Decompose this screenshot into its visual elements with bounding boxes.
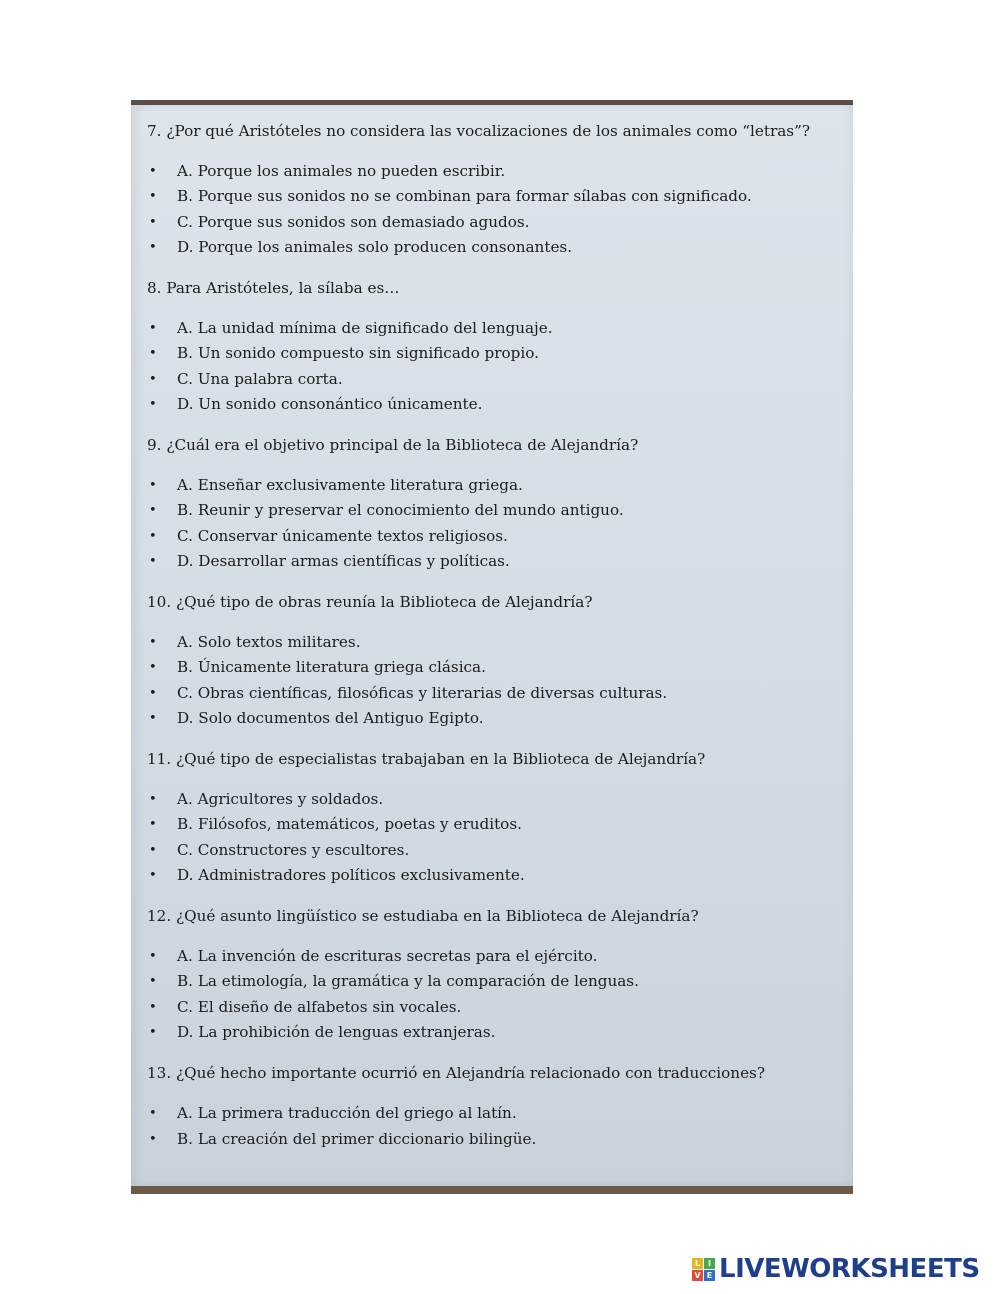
question-list <box>147 119 843 1168</box>
answer-option-text: A. Solo textos militares. <box>177 633 361 652</box>
bullet-icon: • <box>149 635 157 651</box>
answer-option <box>147 367 843 392</box>
answer-option <box>147 316 843 341</box>
bullet-icon: • <box>149 346 157 362</box>
answer-option <box>147 235 843 260</box>
answer-option <box>147 498 843 523</box>
answer-option-text: B. Porque sus sonidos no se combinan para formar sílabas con significado. <box>177 187 752 206</box>
bullet-icon: • <box>149 999 157 1015</box>
bullet-icon: • <box>149 321 157 337</box>
bullet-icon: • <box>149 528 157 544</box>
bullet-icon: • <box>149 164 157 180</box>
bullet-icon: • <box>149 189 157 205</box>
answer-option-text: C. Obras científicas, filosóficas y literarias de diversas culturas. <box>177 683 668 702</box>
answer-options <box>147 1101 843 1151</box>
answer-option <box>147 524 843 549</box>
answer-option <box>147 706 843 731</box>
liveworksheets-logo <box>692 1254 980 1284</box>
bullet-icon: • <box>149 660 157 676</box>
answer-option-text: C. Porque sus sonidos son demasiado agudos. <box>177 212 530 231</box>
answer-option-text: D. Desarrollar armas científicas y políticas. <box>177 551 510 570</box>
question-stem: 9. ¿Cuál era el objetivo principal de la Biblioteca de Alejandría? <box>147 436 639 455</box>
liveworksheets-logo-text: LIVEWORKSHEETS <box>719 1254 980 1284</box>
answer-option-text: B. Un sonido compuesto sin significado propio. <box>177 344 539 363</box>
bullet-icon: • <box>149 842 157 858</box>
bullet-icon: • <box>149 974 157 990</box>
question-12 <box>147 904 843 1045</box>
answer-option <box>147 184 843 209</box>
question-7 <box>147 119 843 260</box>
bullet-icon: • <box>149 553 157 569</box>
answer-option <box>147 341 843 366</box>
bullet-icon: • <box>149 1106 157 1122</box>
answer-option-text: C. Una palabra corta. <box>177 369 343 388</box>
answer-option <box>147 1101 843 1126</box>
answer-options <box>147 473 843 574</box>
question-stem: 8. Para Aristóteles, la sílaba es… <box>147 279 400 298</box>
answer-option <box>147 655 843 680</box>
answer-option <box>147 159 843 184</box>
liveworksheets-logo-icon <box>692 1258 715 1281</box>
answer-option <box>147 969 843 994</box>
question-13 <box>147 1061 843 1152</box>
answer-option-text: B. La creación del primer diccionario bilingüe. <box>177 1129 537 1148</box>
answer-option <box>147 630 843 655</box>
answer-option-text: C. El diseño de alfabetos sin vocales. <box>177 997 462 1016</box>
answer-option-text: D. Un sonido consonántico únicamente. <box>177 394 483 413</box>
answer-option <box>147 838 843 863</box>
bullet-icon: • <box>149 710 157 726</box>
answer-option <box>147 1127 843 1152</box>
logo-tile-i: I <box>704 1258 715 1269</box>
answer-option-text: B. Filósofos, matemáticos, poetas y eruditos. <box>177 815 522 834</box>
bullet-icon: • <box>149 396 157 412</box>
question-stem: 12. ¿Qué asunto lingüístico se estudiaba en la Biblioteca de Alejandría? <box>147 907 699 926</box>
logo-tile-e: E <box>704 1270 715 1281</box>
bullet-icon: • <box>149 1024 157 1040</box>
question-stem: 10. ¿Qué tipo de obras reunía la Biblioteca de Alejandría? <box>147 593 593 612</box>
bullet-icon: • <box>149 214 157 230</box>
answer-option-text: C. Constructores y escultores. <box>177 840 410 859</box>
answer-option <box>147 210 843 235</box>
answer-option <box>147 392 843 417</box>
answer-option-text: A. Agricultores y soldados. <box>177 790 384 809</box>
answer-option <box>147 549 843 574</box>
question-11 <box>147 747 843 888</box>
answer-option <box>147 473 843 498</box>
bullet-icon: • <box>149 867 157 883</box>
answer-option <box>147 944 843 969</box>
answer-option-text: B. La etimología, la gramática y la comparación de lenguas. <box>177 972 639 991</box>
answer-options <box>147 159 843 260</box>
logo-tile-v: V <box>692 1270 703 1281</box>
bullet-icon: • <box>149 239 157 255</box>
bullet-icon: • <box>149 685 157 701</box>
answer-option-text: C. Conservar únicamente textos religiosos. <box>177 526 508 545</box>
answer-option <box>147 863 843 888</box>
answer-option-text: B. Únicamente literatura griega clásica. <box>177 658 486 677</box>
answer-options <box>147 944 843 1045</box>
answer-option <box>147 681 843 706</box>
answer-option-text: A. La primera traducción del griego al latín. <box>177 1104 517 1123</box>
question-9 <box>147 433 843 574</box>
answer-options <box>147 630 843 731</box>
question-stem: 11. ¿Qué tipo de especialistas trabajaban en la Biblioteca de Alejandría? <box>147 750 706 769</box>
answer-options <box>147 316 843 417</box>
answer-option-text: A. Enseñar exclusivamente literatura griega. <box>177 476 523 495</box>
bullet-icon: • <box>149 503 157 519</box>
answer-option-text: D. Solo documentos del Antiguo Egipto. <box>177 708 484 727</box>
bullet-icon: • <box>149 478 157 494</box>
bullet-icon: • <box>149 792 157 808</box>
bullet-icon: • <box>149 817 157 833</box>
answer-option <box>147 812 843 837</box>
answer-option-text: A. La invención de escrituras secretas para el ejército. <box>177 947 598 966</box>
question-8 <box>147 276 843 417</box>
question-10 <box>147 590 843 731</box>
answer-option-text: A. La unidad mínima de significado del lenguaje. <box>177 319 553 338</box>
question-stem: 7. ¿Por qué Aristóteles no considera las vocalizaciones de los animales como “letras”? <box>147 122 810 140</box>
bullet-icon: • <box>149 371 157 387</box>
answer-option-text: D. Porque los animales solo producen consonantes. <box>177 237 573 256</box>
answer-option-text: A. Porque los animales no pueden escribir. <box>177 162 506 181</box>
answer-option <box>147 995 843 1020</box>
answer-options <box>147 787 843 888</box>
logo-tile-l: L <box>692 1258 703 1269</box>
answer-option <box>147 1020 843 1045</box>
answer-option-text: D. Administradores políticos exclusivamente. <box>177 865 525 884</box>
worksheet-photo <box>131 100 853 1194</box>
answer-option-text: D. La prohibición de lenguas extranjeras. <box>177 1022 496 1041</box>
bullet-icon: • <box>149 1131 157 1147</box>
question-stem: 13. ¿Qué hecho importante ocurrió en Alejandría relacionado con traducciones? <box>147 1064 765 1083</box>
answer-option <box>147 787 843 812</box>
bullet-icon: • <box>149 949 157 965</box>
answer-option-text: B. Reunir y preservar el conocimiento del mundo antiguo. <box>177 501 624 520</box>
